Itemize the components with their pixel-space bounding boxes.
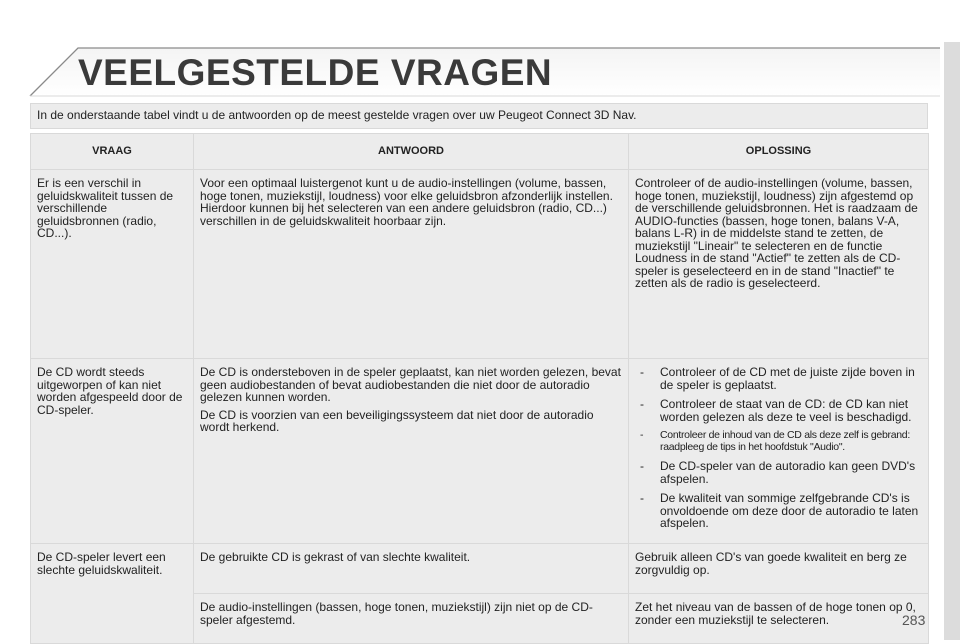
list-dash: - [640, 491, 644, 505]
solution-list [635, 366, 922, 530]
question-text: De CD-speler levert een slechte geluidskwaliteit. [37, 550, 166, 577]
list-item [635, 430, 922, 453]
list-item [635, 492, 922, 530]
table-row [31, 544, 929, 594]
list-item [635, 460, 922, 485]
list-item-text: Controleer de staat van de CD: de CD kan niet worden gelezen als deze te veel is beschadigd. [660, 397, 912, 424]
list-dash: - [640, 459, 644, 473]
list-dash: - [640, 365, 644, 379]
answer-cell [194, 170, 629, 359]
answer-text: De gebruikte CD is gekrast of van slechte kwaliteit. [200, 550, 471, 564]
answer-text: Voor een optimaal luistergenot kunt u de audio-instellingen (volume, bassen, hoge tonen, muziekstijl, loudness) voor elke geluidsbron afzonderlijk instellen. Hierdoor kunnen bij het selecteren van een andere geluidsbron (radio, CD...) verschillen in de geluidskwaliteit hoorbaar zijn. [200, 176, 613, 228]
column-header-answer: ANTWOORD [194, 134, 629, 170]
solution-cell [629, 594, 929, 644]
question-text: Er is een verschil in geluidskwaliteit tussen de verschillende geluidsbronnen (radio, CD...). [37, 176, 174, 240]
solution-text: Gebruik alleen CD's van goede kwaliteit en berg ze zorgvuldig op. [635, 550, 907, 577]
page-title: VEELGESTELDE VRAGEN [78, 52, 553, 93]
list-item-text: Controleer of de CD met de juiste zijde boven in de speler is geplaatst. [660, 365, 915, 392]
column-header-question: VRAAG [31, 134, 194, 170]
table-row [31, 359, 929, 544]
solution-text: Zet het niveau van de bassen of de hoge tonen op 0, zonder een muziekstijl te selecteren. [635, 600, 916, 627]
side-tab-strip [944, 42, 960, 640]
solution-cell [629, 544, 929, 594]
answer-text: De CD is ondersteboven in de speler geplaatst, kan niet worden gelezen, bevat geen audiobestanden of bevat audiobestanden die niet door de autoradio gelezen kunnen worden. [200, 365, 621, 404]
faq-table [30, 133, 929, 644]
answer-cell [194, 544, 629, 594]
answer-cell [194, 594, 629, 644]
list-dash: - [640, 429, 644, 441]
list-item [635, 398, 922, 423]
question-cell [31, 544, 194, 644]
question-cell [31, 170, 194, 359]
question-text: De CD wordt steeds uitgeworpen of kan niet worden afgespeeld door de CD-speler. [37, 365, 183, 417]
solution-cell [629, 170, 929, 359]
table-header-row [31, 134, 929, 170]
table-row [31, 170, 929, 359]
column-header-solution: OPLOSSING [629, 134, 929, 170]
list-item-text: De CD-speler van de autoradio kan geen DVD's afspelen. [660, 459, 916, 486]
list-item-text: Controleer de inhoud van de CD als deze zelf is gebrand: raadpleeg de tips in het hoofdstuk "Audio". [660, 429, 910, 453]
page-number: 283 [902, 612, 926, 628]
answer-text: De audio-instellingen (bassen, hoge tonen, muziekstijl) zijn niet op de CD-speler afgestemd. [200, 600, 593, 627]
intro-box [30, 103, 928, 129]
list-item [635, 366, 922, 391]
intro-text: In de onderstaande tabel vindt u de antwoorden op de meest gestelde vragen over uw Peugeot Connect 3D Nav. [37, 108, 637, 122]
list-item-text: De kwaliteit van sommige zelfgebrande CD's is onvoldoende om deze door de autoradio te laten afspelen. [660, 491, 919, 530]
answer-cell [194, 359, 629, 544]
solution-text: Controleer of de audio-instellingen (volume, bassen, hoge tonen, muziekstijl, loudness) zijn afgestemd op de verschillende geluidsbronnen. Het is raadzaam de AUDIO-functies (bassen, hoge tonen, balans V-A, balans L-R) in de middelste stand te zetten, de muziekstijl "Lineair" te selecteren en de functie Loudness in de stand "Actief" te zetten als de CD-speler is geselecteerd en in de stand "Inactief" te zetten als de radio is geselecteerd. [635, 176, 918, 290]
solution-cell [629, 359, 929, 544]
answer-text: De CD is voorzien van een beveiligingssysteem dat niet door de autoradio wordt herkend. [200, 407, 594, 434]
list-dash: - [640, 397, 644, 411]
question-cell [31, 359, 194, 544]
